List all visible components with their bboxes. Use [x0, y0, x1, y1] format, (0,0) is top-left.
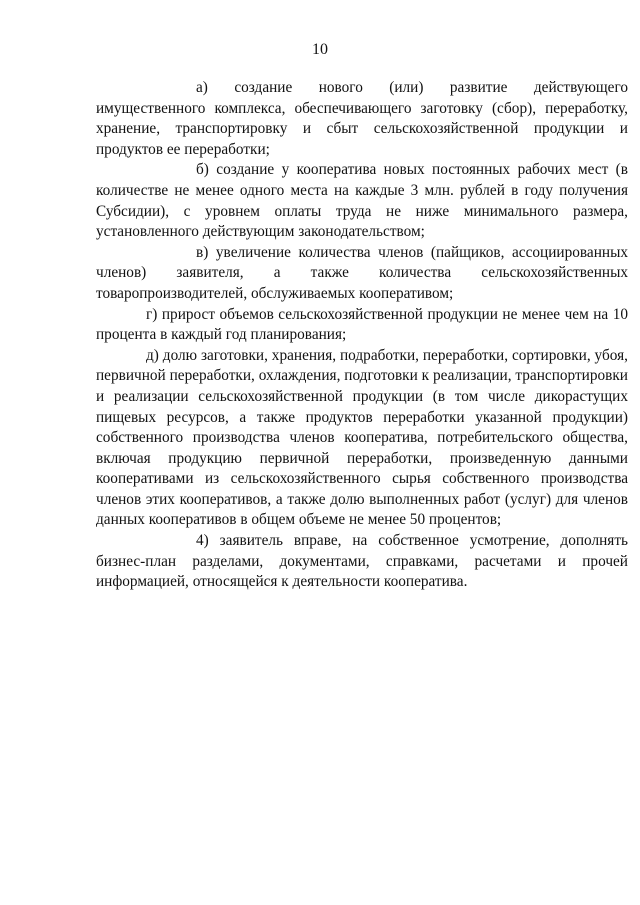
list-marker-v: в)	[196, 243, 209, 261]
paragraph-b-text: создание у кооператива новых постоянных рабочих мест (в количестве не менее одного места на каждые 3 млн. рублей в году получения Субсидии), с уровнем оплаты труда не ниже минимального размера, установленного действующим законодательством;	[96, 161, 628, 241]
list-marker-4: 4)	[196, 532, 209, 550]
document-body	[96, 78, 628, 593]
list-marker-g: г)	[146, 305, 158, 323]
paragraph-a	[96, 78, 628, 160]
paragraph-g	[96, 305, 628, 346]
paragraph-b	[96, 160, 628, 242]
paragraph-v-text: увеличение количества членов (пайщиков, ассоциированных членов) заявителя, а также количества сельскохозяйственных товаропроизводителей, обслуживаемых кооперативом;	[96, 243, 628, 302]
paragraph-v	[96, 243, 628, 305]
paragraph-4	[96, 531, 628, 593]
list-marker-b: б)	[196, 161, 209, 179]
list-marker-d: д)	[146, 346, 159, 364]
paragraph-d	[96, 346, 628, 531]
paragraph-g-text: прирост объемов сельскохозяйственной продукции не менее чем на 10 процента в каждый год планирования;	[96, 305, 628, 344]
paragraph-d-text: долю заготовки, хранения, подработки, переработки, сортировки, убоя, первичной переработки, охлаждения, подготовки к реализации, транспортировки и реализации сельскохозяйственной продукции (в том числе дикорастущих пищевых ресурсов, а также продуктов переработки указанной продукции) собственного производства членов кооператива, потребительского общества, включая продукцию первичной переработки, произведенную данными кооперативами из сельскохозяйственного сырья собственного производства членов этих кооперативов, а также долю выполненных работ (услуг) для членов данных кооперативов в общем объеме не менее 50 процентов;	[96, 346, 628, 529]
paragraph-a-text: создание нового (или) развитие действующего имущественного комплекса, обеспечивающего заготовку (сбор), переработку, хранение, транспортировку и сбыт сельскохозяйственной продукции и продуктов ее переработки;	[96, 79, 628, 158]
list-marker-a: а)	[196, 79, 208, 96]
paragraph-4-text: заявитель вправе, на собственное усмотрение, дополнять бизнес-план разделами, документами, справками, расчетами и прочей информацией, относящейся к деятельности кооператива.	[96, 532, 629, 591]
page-number: 10	[312, 41, 328, 58]
